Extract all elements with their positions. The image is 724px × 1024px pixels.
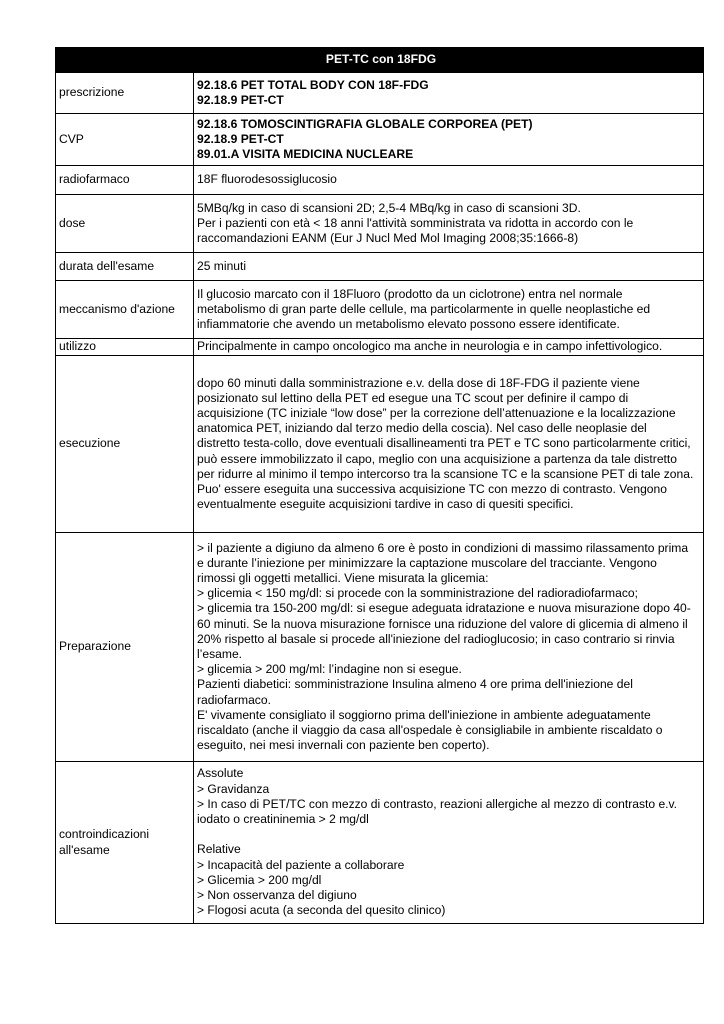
text-line: > glicemia < 150 mg/dl: si procede con la somministrazione del radioradiofarmaco; xyxy=(197,586,638,601)
value-cvp xyxy=(194,114,704,166)
exam-sheet-table xyxy=(55,47,704,924)
value-meccanismo xyxy=(194,281,704,339)
text-line: 5MBq/kg in caso di scansioni 2D; 2,5-4 MBq/kg in caso di scansioni 3D. xyxy=(197,200,581,215)
label-durata: durata dell'esame xyxy=(56,253,194,281)
value-prescrizione xyxy=(194,73,704,114)
text-line: acquisizione (TC iniziale “low dose” per la correzione dell’attenuazione e la localizzazione xyxy=(197,405,676,420)
row-meccanismo xyxy=(56,281,704,339)
label-esecuzione: esecuzione xyxy=(56,356,194,533)
text-line: > In caso di PET/TC con mezzo di contrasto, reazioni allergiche al mezzo di contrasto e.v. xyxy=(197,796,678,811)
text-line: dopo 60 minuti dalla somministrazione e.v. della dose di 18F-FDG il paziente viene xyxy=(197,375,640,390)
text-line: 60 minuti. Se la nuova misurazione fornisce una riduzione del valore di glicemia di almeno il xyxy=(197,616,688,631)
row-esecuzione xyxy=(56,356,704,533)
row-dose xyxy=(56,195,704,253)
label-meccanismo: meccanismo d'azione xyxy=(56,281,194,339)
value-utilizzo xyxy=(194,339,704,356)
text-line: Pazienti diabetici: somministrazione Insulina almeno 4 ore prima dell'iniezione del xyxy=(197,677,633,692)
text-line: Relative xyxy=(197,842,241,857)
value-dose xyxy=(194,195,704,253)
text-line: > Flogosi acuta (a seconda del quesito clinico) xyxy=(197,903,446,918)
label-radiofarmaco: radiofarmaco xyxy=(56,166,194,195)
row-controindicazioni xyxy=(56,762,704,924)
value-controindicazioni xyxy=(194,762,704,924)
text-line: 20% rispetto al basale si procede all'iniezione del radioglucosio; in caso contrario si rinvia xyxy=(197,631,675,646)
text-line: l’esame. xyxy=(197,647,243,661)
label-utilizzo: utilizzo xyxy=(56,339,194,356)
text-line: all'esame xyxy=(59,842,110,857)
text-line: può essere immobilizzato il capo, meglio con una acquisizione a partenza da tale distretto xyxy=(197,451,677,466)
title-row xyxy=(56,48,704,73)
value-preparazione xyxy=(194,533,704,762)
text-line: posizionato sul lettino della PET ed esegue una TC scout per definire il campo di xyxy=(197,390,629,405)
value-durata xyxy=(194,253,704,281)
label-controindicazioni xyxy=(56,762,194,924)
text-line: Puo' essere eseguita una successiva acquisizione TC con mezzo di contrasto. Vengono xyxy=(197,482,667,496)
text-line: 89.01.A VISITA MEDICINA NUCLEARE xyxy=(197,147,414,162)
text-line: > Gravidanza xyxy=(197,781,270,796)
text-line: > glicemia > 200 mg/ml: l’indagine non si esegue. xyxy=(197,662,462,677)
text-line: Il glucosio marcato con il 18Fluoro (prodotto da un ciclotrone) entra nel normale xyxy=(197,286,623,301)
text-line: Assolute xyxy=(197,766,244,781)
label-cvp: CVP xyxy=(56,114,194,166)
text-line: 25 minuti xyxy=(197,258,247,273)
value-esecuzione xyxy=(194,356,704,533)
text-line: 92.18.9 PET-CT xyxy=(197,93,284,107)
text-line: eventualmente eseguite acquisizioni tardive in caso di quesiti specifici. xyxy=(197,497,574,512)
text-line: > Incapacità del paziente a collaborare xyxy=(197,857,405,872)
value-radiofarmaco xyxy=(194,166,704,195)
text-line: 92.18.6 TOMOSCINTIGRAFIA GLOBALE CORPOREA (PET) xyxy=(197,116,533,131)
text-line: infiammatorie che avendo un metabolismo elevato possono essere identificate. xyxy=(197,317,620,332)
text-line: Per i pazienti con età < 18 anni l'attività somministrata va ridotta in accordo con le xyxy=(197,215,634,230)
text-line: > il paziente a digiuno da almeno 6 ore è posto in condizioni di massimo rilassamento prima xyxy=(197,540,689,555)
text-line: > Non osservanza del digiuno xyxy=(197,888,357,903)
text-line: 92.18.9 PET-CT xyxy=(197,131,284,146)
text-line: E' vivamente consigliato il soggiorno prima dell'iniezione in ambiente adeguatamente xyxy=(197,707,651,722)
sheet-title: PET-TC con 18FDG xyxy=(56,48,704,73)
text-line: riscaldato (anche il viaggio da casa all'ospedale è consigliabile in ambiente riscaldato o xyxy=(197,723,663,738)
text-line: Principalmente in campo oncologico ma anche in neurologia e in campo infettivologico. xyxy=(197,339,663,354)
text-line: 92.18.6 PET TOTAL BODY CON 18F-FDG xyxy=(197,77,429,92)
text-line: radiofarmaco. xyxy=(197,692,271,707)
text-line: raccomandazioni EANM (Eur J Nucl Med Mol Imaging 2008;35:1666-8) xyxy=(197,231,579,246)
text-line: 18F fluorodesossiglucosio xyxy=(197,172,337,187)
row-prescrizione xyxy=(56,73,704,114)
row-utilizzo xyxy=(56,339,704,356)
text-line: metabolismo di gran parte delle cellule, ma particolarmente in quelle neoplastiche ed xyxy=(197,301,651,316)
label-preparazione: Preparazione xyxy=(56,533,194,762)
text-line: controindicazioni xyxy=(59,827,150,842)
row-cvp xyxy=(56,114,704,166)
text-line: distretto testa-collo, dove eventuali disallineamenti tra PET e TC sono particolarmente critici, xyxy=(197,436,691,451)
row-preparazione xyxy=(56,533,704,762)
text-line: iodato o creatininemia > 2 mg/dl xyxy=(197,812,369,827)
label-dose: dose xyxy=(56,195,194,253)
text-line: per ridurre al minimo il tempo intercorso tra la scansione TC e la scansione PET di tale zona. xyxy=(197,466,694,481)
text-line: > glicemia tra 150-200 mg/dl: si esegue adeguata idratazione e nuova misurazione dopo 40- xyxy=(197,601,691,616)
text-line: eseguito, nei mesi invernali con paziente ben coperto). xyxy=(197,738,490,753)
text-line: > Glicemia > 200 mg/dl xyxy=(197,872,322,887)
text-line: e durante l’iniezione per minimizzare la captazione muscolare del tracciante. Vengono xyxy=(197,555,657,570)
text-line: anatomica PET, iniziando dal terzo medio della coscia). Nel caso delle neoplasie del xyxy=(197,421,647,436)
row-durata xyxy=(56,253,704,281)
text-line: rimossi gli oggetti metallici. Viene misurata la glicemia: xyxy=(197,570,489,585)
row-radiofarmaco xyxy=(56,166,704,195)
blank-line xyxy=(197,827,703,842)
label-prescrizione: prescrizione xyxy=(56,73,194,114)
